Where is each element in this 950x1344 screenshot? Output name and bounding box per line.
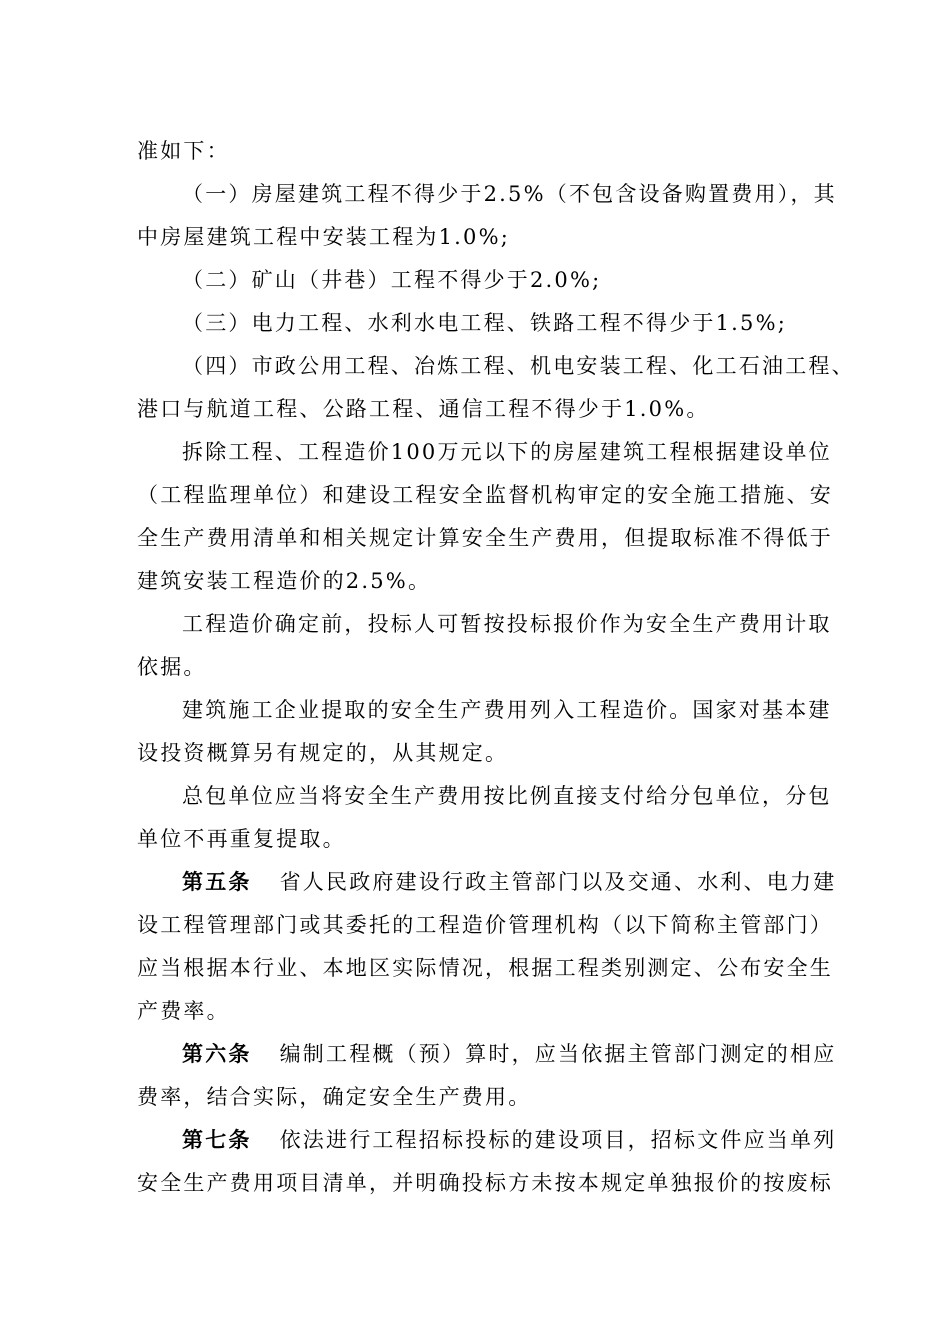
- text-span: 省人民政府建设行政主管部门以及交通、水利、电力建: [279, 870, 837, 894]
- text-line: 费率，结合实际，确定安全生产费用。: [137, 1085, 532, 1109]
- text-line: 安全生产费用项目清单，并明确投标方未按本规定单独报价的按废标: [137, 1171, 833, 1195]
- text-line: （二）矿山（井巷）工程不得少于2.0%;: [182, 268, 602, 292]
- text-line: 准如下：: [137, 139, 230, 163]
- article-7-heading: 第七条: [182, 1128, 252, 1152]
- text-line: 依据。: [137, 655, 207, 679]
- article-5-line: [182, 868, 837, 896]
- text-line: 工程造价确定前，投标人可暂按投标报价作为安全生产费用计取: [182, 612, 832, 636]
- article-5-heading: 第五条: [182, 870, 252, 894]
- text-line: 总包单位应当将安全生产费用按比例直接支付给分包单位，分包: [182, 784, 832, 808]
- text-line: 应当根据本行业、本地区实际情况，根据工程类别测定、公布安全生: [137, 956, 833, 980]
- text-line: 产费率。: [137, 999, 230, 1023]
- article-6-heading: 第六条: [182, 1042, 252, 1066]
- text-line: （一）房屋建筑工程不得少于2.5%（不包含设备购置费用），其: [182, 182, 837, 206]
- text-line: 设工程管理部门或其委托的工程造价管理机构（以下简称主管部门）: [137, 913, 833, 937]
- text-line: （工程监理单位）和建设工程安全监督机构审定的安全施工措施、安: [137, 483, 833, 507]
- text-line: 建筑施工企业提取的安全生产费用列入工程造价。国家对基本建: [182, 698, 832, 722]
- article-7-line: [182, 1126, 837, 1154]
- text-line: 设投资概算另有规定的，从其规定。: [137, 741, 509, 765]
- text-span: 编制工程概（预）算时，应当依据主管部门测定的相应: [279, 1042, 837, 1066]
- text-line: 全生产费用清单和相关规定计算安全生产费用，但提取标准不得低于: [137, 526, 833, 550]
- text-line: 拆除工程、工程造价100万元以下的房屋建筑工程根据建设单位: [182, 440, 832, 464]
- text-line: （三）电力工程、水利水电工程、铁路工程不得少于1.5%;: [182, 311, 788, 335]
- text-line: 建筑安装工程造价的2.5%。: [137, 569, 432, 593]
- article-6-line: [182, 1040, 837, 1068]
- text-line: 中房屋建筑工程中安装工程为1.0%;: [137, 225, 511, 249]
- text-line: 单位不再重复提取。: [137, 827, 346, 851]
- text-line: 港口与航道工程、公路工程、通信工程不得少于1.0%。: [137, 397, 710, 421]
- text-span: 依法进行工程招标投标的建设项目，招标文件应当单列: [279, 1128, 837, 1152]
- text-line: （四）市政公用工程、冶炼工程、机电安装工程、化工石油工程、: [182, 354, 855, 378]
